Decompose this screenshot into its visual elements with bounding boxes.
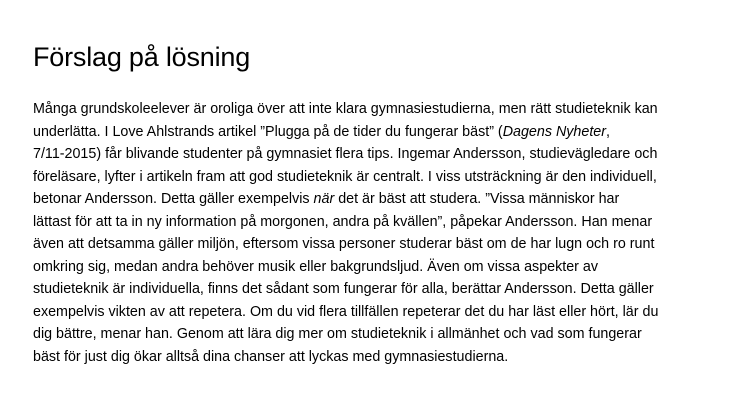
text-line — [33, 278, 723, 301]
text-line — [33, 188, 723, 211]
text-line — [33, 346, 723, 369]
text-line — [33, 233, 723, 256]
text-line — [33, 166, 723, 189]
text-segment: , — [606, 123, 610, 140]
italic-text: när — [313, 191, 335, 207]
text-segment: lättast för att ta in ny information på morgonen, andra på kvällen”, påpekar Andersson. Han menar — [33, 213, 653, 230]
text-segment: 7/11-2015) får blivande studenter på gymnasiet flera tips. Ingemar Andersson, studievägledare och — [33, 146, 658, 162]
text-segment: betonar Andersson. Detta gäller exempelvis — [33, 191, 314, 207]
text-line — [33, 323, 723, 346]
text-segment: även att detsamma gäller miljön, eftersom vissa personer studerar bäst om de har lugn och ro runt — [33, 236, 655, 252]
text-line — [33, 143, 723, 166]
text-segment: föreläsare, lyfter i artikeln fram att god studieteknik är centralt. I viss utsträckning är den individuell, — [33, 168, 657, 185]
text-segment: underlätta. I Love Ahlstrands artikel ”Plugga på de tider du fungerar bäst” ( — [33, 123, 503, 140]
text-line — [33, 301, 723, 324]
text-segment: bäst för just dig ökar alltså dina chanser att lyckas med gymnasiestudierna. — [33, 348, 509, 365]
body-paragraph — [33, 98, 723, 368]
text-segment: exempelvis vikten av att repetera. Om du vid flera tillfällen repeterar det du har läst eller hört, lär du — [33, 303, 659, 320]
text-line — [33, 98, 723, 121]
text-segment: omkring sig, medan andra behöver musik eller bakgrundsljud. Även om vissa aspekter av — [33, 258, 599, 275]
text-line — [33, 121, 723, 144]
document-page — [33, 40, 723, 368]
text-line — [33, 211, 723, 234]
text-segment: dig bättre, menar han. Genom att lära dig mer om studieteknik i allmänhet och vad som fungerar — [33, 326, 642, 342]
text-line — [33, 256, 723, 279]
text-segment: Många grundskoleelever är oroliga över att inte klara gymnasiestudierna, men rätt studieteknik kan — [33, 101, 658, 117]
page-title: Förslag på lösning — [33, 42, 251, 72]
text-segment: studieteknik är individuella, finns det sådant som fungerar för alla, berättar Andersson. Detta gäller — [33, 281, 654, 297]
text-segment: det är bäst att studera. ”Vissa människor har — [334, 191, 620, 207]
italic-text: Dagens Nyheter — [502, 123, 607, 140]
